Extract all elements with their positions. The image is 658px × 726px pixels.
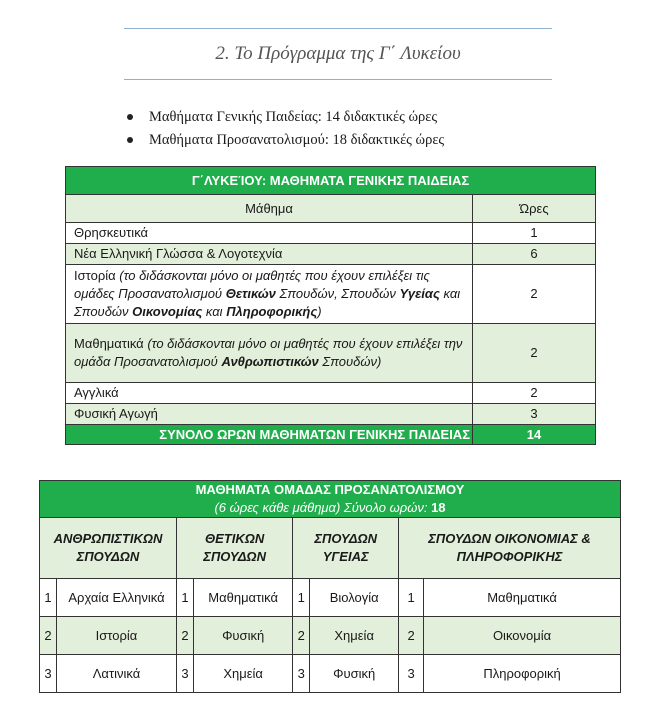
- orientation-groups-table: [39, 480, 621, 693]
- table-cell: 1: [473, 223, 596, 244]
- subject-cell: Οικονομία: [424, 617, 621, 655]
- section-heading: 2. Το Πρόγραμμα της Γ΄ Λυκείου: [215, 43, 461, 64]
- row-number: 3: [399, 655, 424, 693]
- table-cell: 3: [473, 404, 596, 425]
- table-cell: 2: [473, 265, 596, 324]
- table-row: [66, 404, 596, 425]
- row-number: 2: [176, 617, 193, 655]
- col-header-hours: Ώρες: [473, 195, 596, 223]
- table-cell: Μαθηματικά (το διδάσκονται μόνο οι μαθητές που έχουν επιλέξει την ομάδα Προσανατολισμού Ανθρωπιστικών Σπουδών): [66, 324, 473, 383]
- bullet-icon: [127, 114, 133, 120]
- bullet-icon: [127, 137, 133, 143]
- list-item: Μαθήματα Γενικής Παιδείας: 14 διδακτικές ώρες: [125, 106, 444, 129]
- table-row: [66, 223, 596, 244]
- table-cell: Ιστορία (το διδάσκονται μόνο οι μαθητές που έχουν επιλέξει τις ομάδες Προσανατολισμού Θετικών Σπουδών, Σπουδών Υγείας και Σπουδών Οικονομίας και Πληροφορικής): [66, 265, 473, 324]
- subject-cell: Φυσική: [310, 655, 399, 693]
- row-number: 2: [40, 617, 57, 655]
- row-number: 1: [176, 579, 193, 617]
- subject-cell: Χημεία: [193, 655, 292, 693]
- table-row: [66, 324, 596, 383]
- subject-cell: Πληροφορική: [424, 655, 621, 693]
- table-cell: Αγγλικά: [66, 383, 473, 404]
- table-cell: Φυσική Αγωγή: [66, 404, 473, 425]
- row-number: 2: [293, 617, 310, 655]
- subject-cell: Αρχαία Ελληνικά: [57, 579, 177, 617]
- general-table-title: Γ΄ΛΥΚΕΊΟΥ: ΜΑΘΗΜΑΤΑ ΓΕΝΙΚΗΣ ΠΑΙΔΕΙΑΣ: [66, 167, 596, 195]
- total-hours: 14: [473, 425, 596, 445]
- table-cell: 2: [473, 324, 596, 383]
- subject-cell: Μαθηματικά: [193, 579, 292, 617]
- row-number: 1: [399, 579, 424, 617]
- subject-cell: Ιστορία: [57, 617, 177, 655]
- hours-summary-list: [125, 106, 444, 152]
- table-cell: 6: [473, 244, 596, 265]
- group-header-humanities: ΑΝΘΡΩΠΙΣΤΙΚΩΝ ΣΠΟΥΔΩΝ: [40, 518, 177, 579]
- subject-cell: Λατινικά: [57, 655, 177, 693]
- row-number: 3: [176, 655, 193, 693]
- table-row: [40, 617, 621, 655]
- total-row: [66, 425, 596, 445]
- table-cell: Θρησκευτικά: [66, 223, 473, 244]
- group-header-economics: ΣΠΟΥΔΩΝ ΟΙΚΟΝΟΜΙΑΣ & ΠΛΗΡΟΦΟΡΙΚΗΣ: [399, 518, 621, 579]
- table-row: [66, 265, 596, 324]
- list-item: Μαθήματα Προσανατολισμού: 18 διδακτικές ώρες: [125, 129, 444, 152]
- row-number: 1: [40, 579, 57, 617]
- table-row: [40, 655, 621, 693]
- total-label: ΣΥΝΟΛΟ ΩΡΩΝ ΜΑΘΗΜΑΤΩΝ ΓΕΝΙΚΗΣ ΠΑΙΔΕΙΑΣ: [66, 425, 473, 445]
- row-number: 1: [293, 579, 310, 617]
- table-cell: 2: [473, 383, 596, 404]
- subject-cell: Μαθηματικά: [424, 579, 621, 617]
- row-number: 3: [40, 655, 57, 693]
- orientation-table-title: ΜΑΘΗΜΑΤΑ ΟΜΑΔΑΣ ΠΡΟΣΑΝΑΤΟΛΙΣΜΟΥ (6 ώρες κάθε μάθημα) Σύνολο ωρών: 18: [40, 481, 621, 518]
- subject-cell: Φυσική: [193, 617, 292, 655]
- row-number: 3: [293, 655, 310, 693]
- group-header-health: ΣΠΟΥΔΩΝ ΥΓΕΙΑΣ: [293, 518, 399, 579]
- table-row: [66, 383, 596, 404]
- table-row: [66, 244, 596, 265]
- row-number: 2: [399, 617, 424, 655]
- general-education-table: [65, 166, 596, 445]
- section-heading-box: [124, 28, 552, 80]
- group-header-sciences: ΘΕΤΙΚΩΝ ΣΠΟΥΔΩΝ: [176, 518, 292, 579]
- col-header-subject: Μάθημα: [66, 195, 473, 223]
- subject-cell: Βιολογία: [310, 579, 399, 617]
- table-cell: Νέα Ελληνική Γλώσσα & Λογοτεχνία: [66, 244, 473, 265]
- table-row: [40, 579, 621, 617]
- subject-cell: Χημεία: [310, 617, 399, 655]
